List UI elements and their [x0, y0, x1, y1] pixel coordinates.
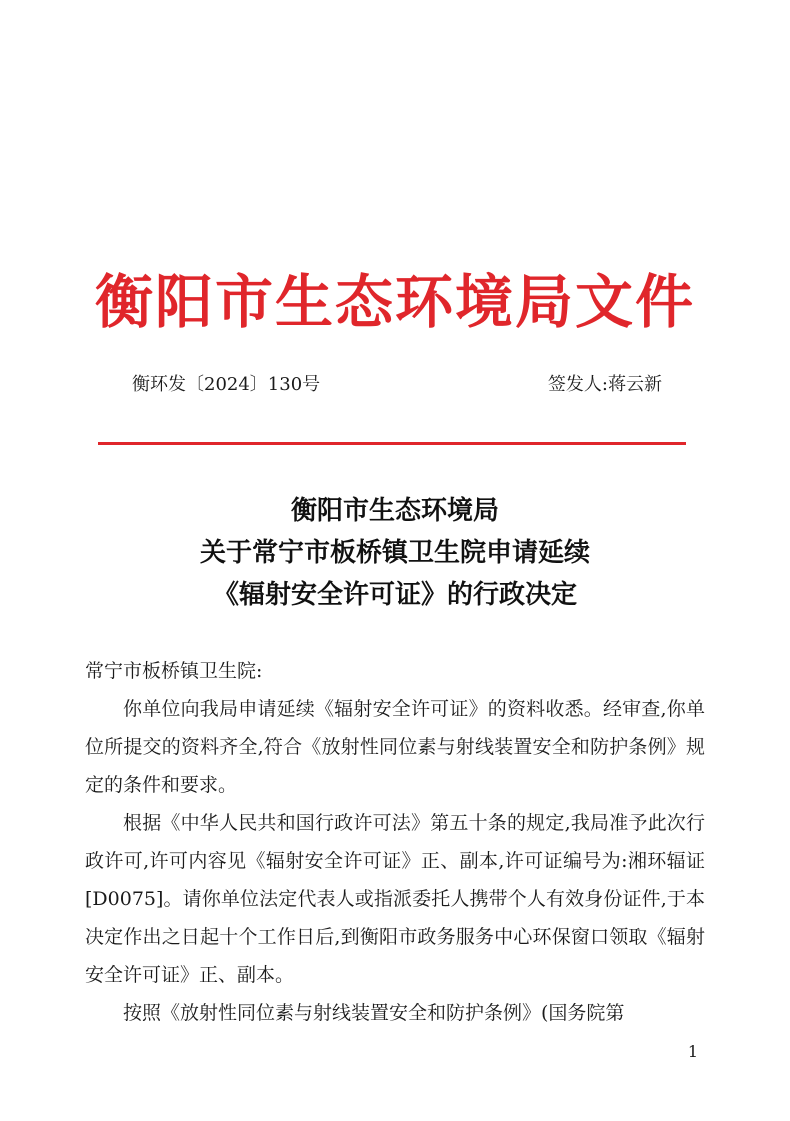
- paragraph-2: 根据《中华人民共和国行政许可法》第五十条的规定,我局准予此次行政许可,许可内容见《辐射安全许可证》正、副本,许可证编号为:湘环辐证[D0075]。请你单位法定代表人或指派委托人携带个人有效身份证件,于本决定作出之日起十个工作日后,到衡阳市政务服务中心环保窗口领取《辐射安全许可证》正、副本。: [85, 812, 705, 986]
- masthead-title: 衡阳市生态环境局文件: [94, 268, 695, 336]
- title-line-3: 《辐射安全许可证》的行政决定: [212, 580, 577, 610]
- title-line-1: 衡阳市生态环境局: [290, 496, 499, 526]
- paragraph-3: 按照《放射性同位素与射线装置安全和防护条例》(国务院第: [123, 1002, 625, 1024]
- red-divider-line: [98, 442, 686, 445]
- title-line-2: 关于常宁市板桥镇卫生院申请延续: [199, 538, 590, 568]
- paragraph-1: 你单位向我局申请延续《辐射安全许可证》的资料收悉。经审查,你单位所提交的资料齐全,符合《放射性同位素与射线装置安全和防护条例》规定的条件和要求。: [85, 698, 705, 796]
- signer: 签发人:蒋云新: [547, 374, 662, 395]
- page-number: 1: [687, 1042, 698, 1061]
- document-number: 衡环发〔2024〕130号: [132, 374, 321, 395]
- document-title: [80, 490, 710, 616]
- document-body: [85, 652, 705, 1032]
- salutation: 常宁市板桥镇卫生院:: [85, 660, 263, 682]
